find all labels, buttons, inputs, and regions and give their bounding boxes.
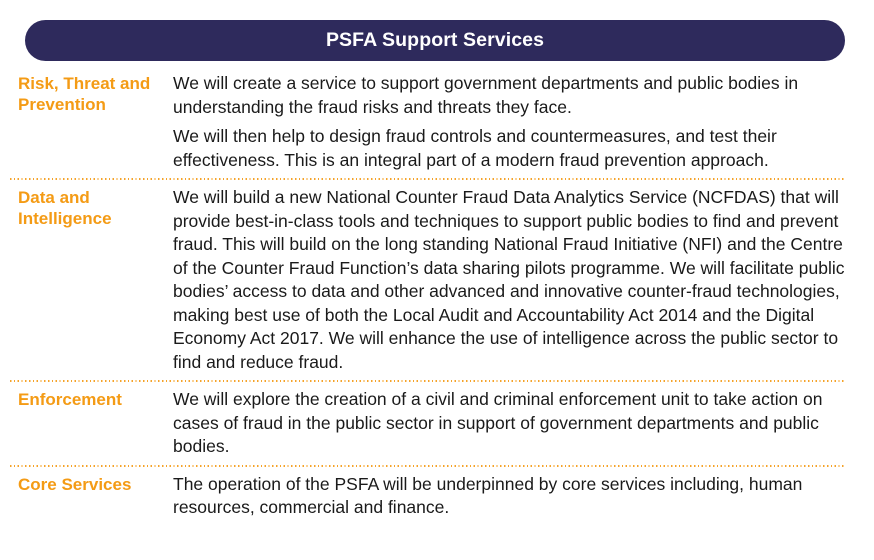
row-paragraph: We will build a new National Counter Fraud Data Analytics Service (NCFDAS) that will provide best-in-class tools and techniques to support public bodies to find and prevent fraud. This will build on the long standing National Fraud Initiative (NFI) and the Centre of the Counter Fraud Function’s data sharing pilots programme. We will facilitate public bodies’ access to data and other advanced and innovative counter-fraud technologies, making best use of both the Local Audit and Accountability Act 2014 and the Digital Economy Act 2017. We will enhance the use of intelligence across the public sector to find and reduce fraud.: [173, 187, 845, 372]
table-row-data-intelligence: [0, 180, 874, 378]
table-row-core-services: [0, 467, 874, 524]
row-paragraph: We will explore the creation of a civil and criminal enforcement unit to take action on cases of fraud in the public sector in support of government departments and public bodies.: [173, 389, 823, 456]
row-label: Enforcement: [18, 390, 122, 409]
table-row-enforcement: [0, 382, 874, 463]
table-header-banner: [25, 20, 845, 61]
table-title: PSFA Support Services: [325, 29, 545, 51]
row-paragraph: The operation of the PSFA will be underpinned by core services including, human resources, commercial and finance.: [173, 473, 803, 517]
row-body: [173, 388, 860, 459]
row-label: Risk, Threat and Prevention: [18, 74, 151, 114]
row-label: Core Services: [18, 474, 132, 494]
row-paragraph: We will then help to design fraud controls and countermeasures, and test their effectiveness. This is an integral part of a modern fraud prevention approach.: [173, 126, 777, 170]
row-label: Data and Intelligence: [18, 188, 112, 228]
row-body: [173, 473, 860, 520]
row-body: [173, 72, 860, 172]
row-paragraph: We will create a service to support government departments and public bodies in understanding the fraud risks and threats they face.: [173, 73, 799, 117]
row-body: [173, 186, 860, 374]
table-row-risk-threat-prevention: [0, 61, 874, 176]
